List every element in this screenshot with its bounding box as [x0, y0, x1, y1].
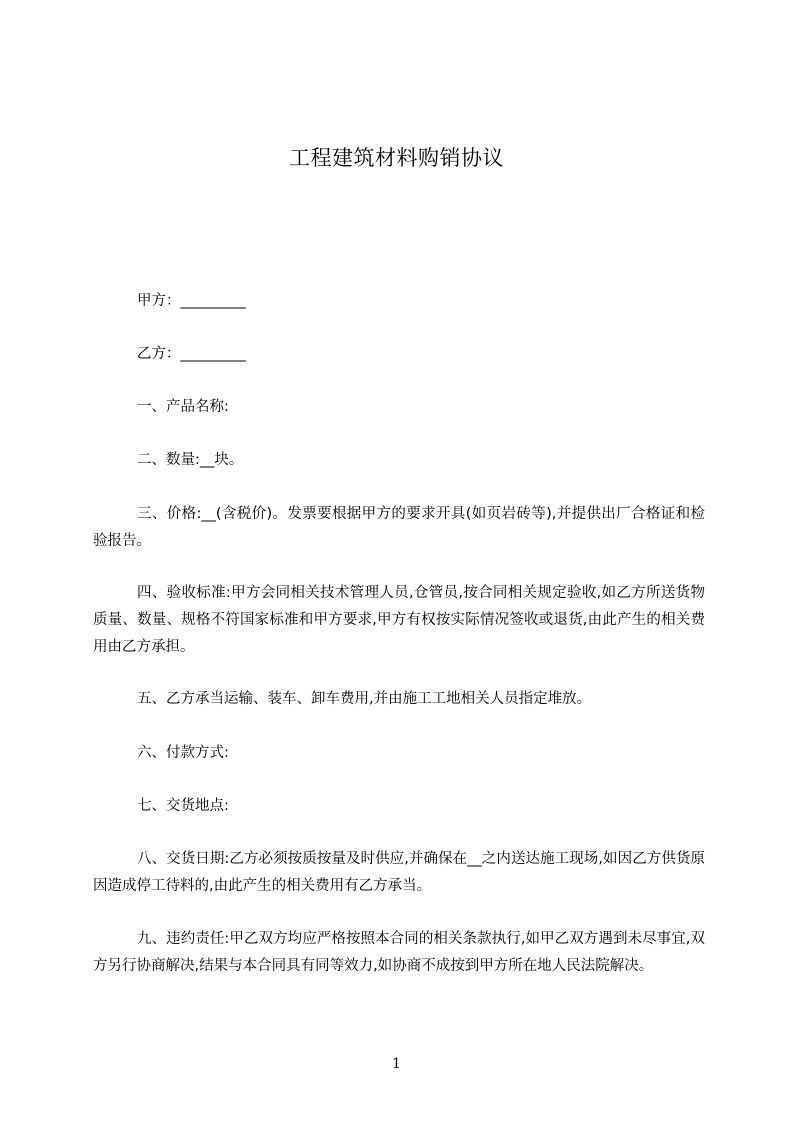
- clause-acceptance-standard: 四、验收标准:甲方会同相关技术管理人员,仓管员,按合同相关规定验收,如乙方所送货物质量、数量、规格不符国家标准和甲方要求,甲方有权按实际情况签收或退货,由此产生的相关费用由乙方承担。: [93, 585, 705, 655]
- clause-liability: 九、违约责任:甲乙双方均应严格按照本合同的相关条款执行,如甲乙双方遇到未尽事宜,双方另行协商解决,结果与本合同具有同等效力,如协商不成按到甲方所在地人民法院解决。: [93, 931, 705, 974]
- clause-transport: 五、乙方承当运输、装车、卸车费用,并由施工工地相关人员指定堆放。: [137, 691, 592, 707]
- clause-product-name: 一、产品名称:: [137, 399, 229, 415]
- clause-payment-method: 六、付款方式:: [137, 745, 229, 761]
- clause-quantity: 二、数量:__块。: [137, 452, 244, 468]
- clause-delivery-location: 七、交货地点:: [137, 798, 229, 814]
- document-title: 工程建筑材料购销协议: [289, 146, 504, 170]
- party-b-line: 乙方：_________: [137, 346, 246, 362]
- page-number: 1: [392, 1056, 401, 1072]
- clause-delivery-date: 八、交货日期:乙方必须按质按量及时供应,并确保在__之内送达施工现场,如因乙方供货原因造成停工待料的,由此产生的相关费用有乙方承当。: [93, 851, 705, 894]
- party-a-line: 甲方：_________: [137, 293, 246, 309]
- clause-price: 三、价格:__(含税价)。发票要根据甲方的要求开具(如页岩砖等),并提供出厂合格证和检验报告。: [93, 506, 705, 549]
